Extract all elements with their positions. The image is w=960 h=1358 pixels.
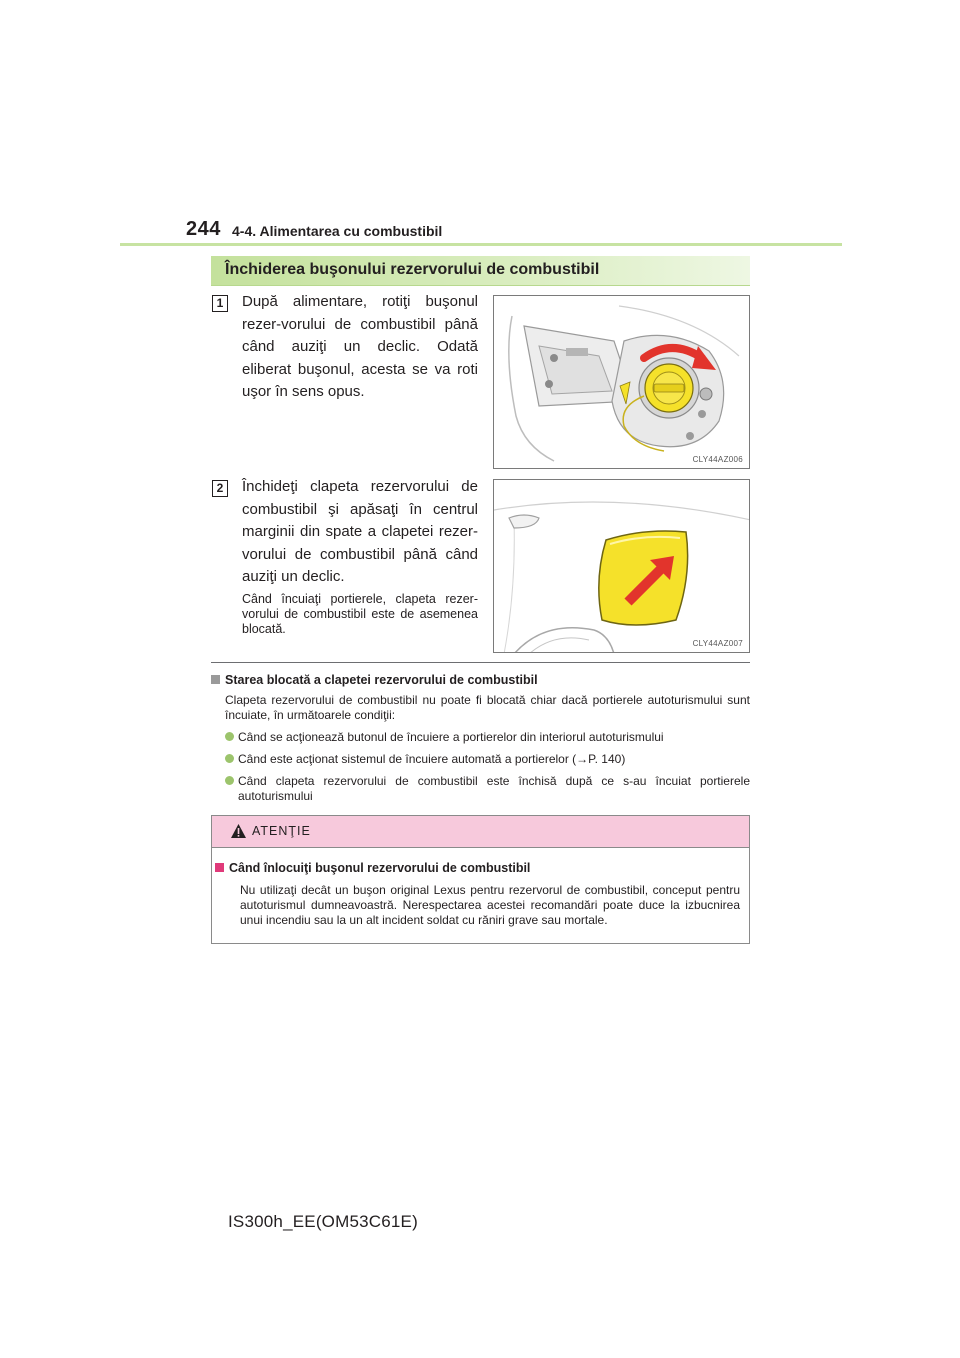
section-title: Închiderea buşonului rezervorului de combustibil xyxy=(225,261,600,278)
step-2-note: Când încuiaţi portierele, clapeta rezer-vorului de combustibil este de asemenea blocată. xyxy=(242,592,478,636)
caution-box xyxy=(211,815,750,944)
caution-heading xyxy=(215,861,530,875)
fuel-cap-illustration xyxy=(494,296,750,469)
caution-header xyxy=(212,816,749,848)
model-code: IS300h_EE(OM53C61E) xyxy=(228,1212,418,1231)
info-block xyxy=(211,673,750,804)
fuel-door-figure xyxy=(493,479,750,653)
figure-code: CLY44AZ006 xyxy=(692,455,743,464)
step-1-text: După alimentare, rotiţi buşonul rezer-vorului de combustibil până când auziţi un declic. Odată eliberat buşonul, acesta se va roti uşor în sens opus. xyxy=(242,293,478,400)
step-1-badge: 1 xyxy=(212,295,228,312)
info-intro: Clapeta rezervorului de combustibil nu poate fi blocată chiar dacă portierele autoturismului sunt încuiate, în următoarele condiţii: xyxy=(225,693,750,722)
step-2-badge: 2 xyxy=(212,480,228,497)
step-2-text: Închideţi clapeta rezervorului de combustibil şi apăsaţi în centrul marginii din spate a clapetei rezer-vorului de combustibil până când auziţi un declic. xyxy=(242,478,478,585)
green-dot-icon xyxy=(225,754,234,763)
fuel-door-illustration xyxy=(494,480,750,653)
caution-label: ATENŢIE xyxy=(252,824,311,838)
info-bullet: Când clapeta rezervorului de combustibil este închisă după ce s-au încuiat portierele autoturismului xyxy=(225,774,750,804)
section-divider xyxy=(211,662,750,663)
caution-body: Nu utilizaţi decât un buşon original Lexus pentru rezervorul de combustibil, conceput pentru autoturismul dumneavoastră. Nerespectarea acestei recomandări poate duce la izbucnirea unui incendiu sau la un alt incident soldat cu răniri grave sau mortale. xyxy=(240,883,740,927)
page-number: 244 xyxy=(186,218,221,240)
fuel-cap-figure xyxy=(493,295,750,469)
caution-heading-text: Când înlocuiţi buşonul rezervorului de combustibil xyxy=(229,861,531,875)
section-title-bar xyxy=(211,256,750,286)
square-bullet-icon xyxy=(211,675,220,684)
square-bullet-icon xyxy=(215,863,224,872)
green-dot-icon xyxy=(225,776,234,785)
info-heading xyxy=(211,673,750,687)
header-rule xyxy=(120,243,842,246)
info-heading-text: Starea blocată a clapetei rezervorului de combustibil xyxy=(225,673,538,687)
chapter-title: 4-4. Alimentarea cu combustibil xyxy=(232,223,443,239)
info-bullet: Când se acţionează butonul de încuiere a portierelor din interiorul autoturismului xyxy=(225,730,750,745)
green-dot-icon xyxy=(225,732,234,741)
warning-triangle-icon xyxy=(230,823,247,839)
figure-code: CLY44AZ007 xyxy=(692,639,743,648)
info-bullet: Când este acţionat sistemul de încuiere automată a portierelor (→P. 140) xyxy=(225,752,750,767)
